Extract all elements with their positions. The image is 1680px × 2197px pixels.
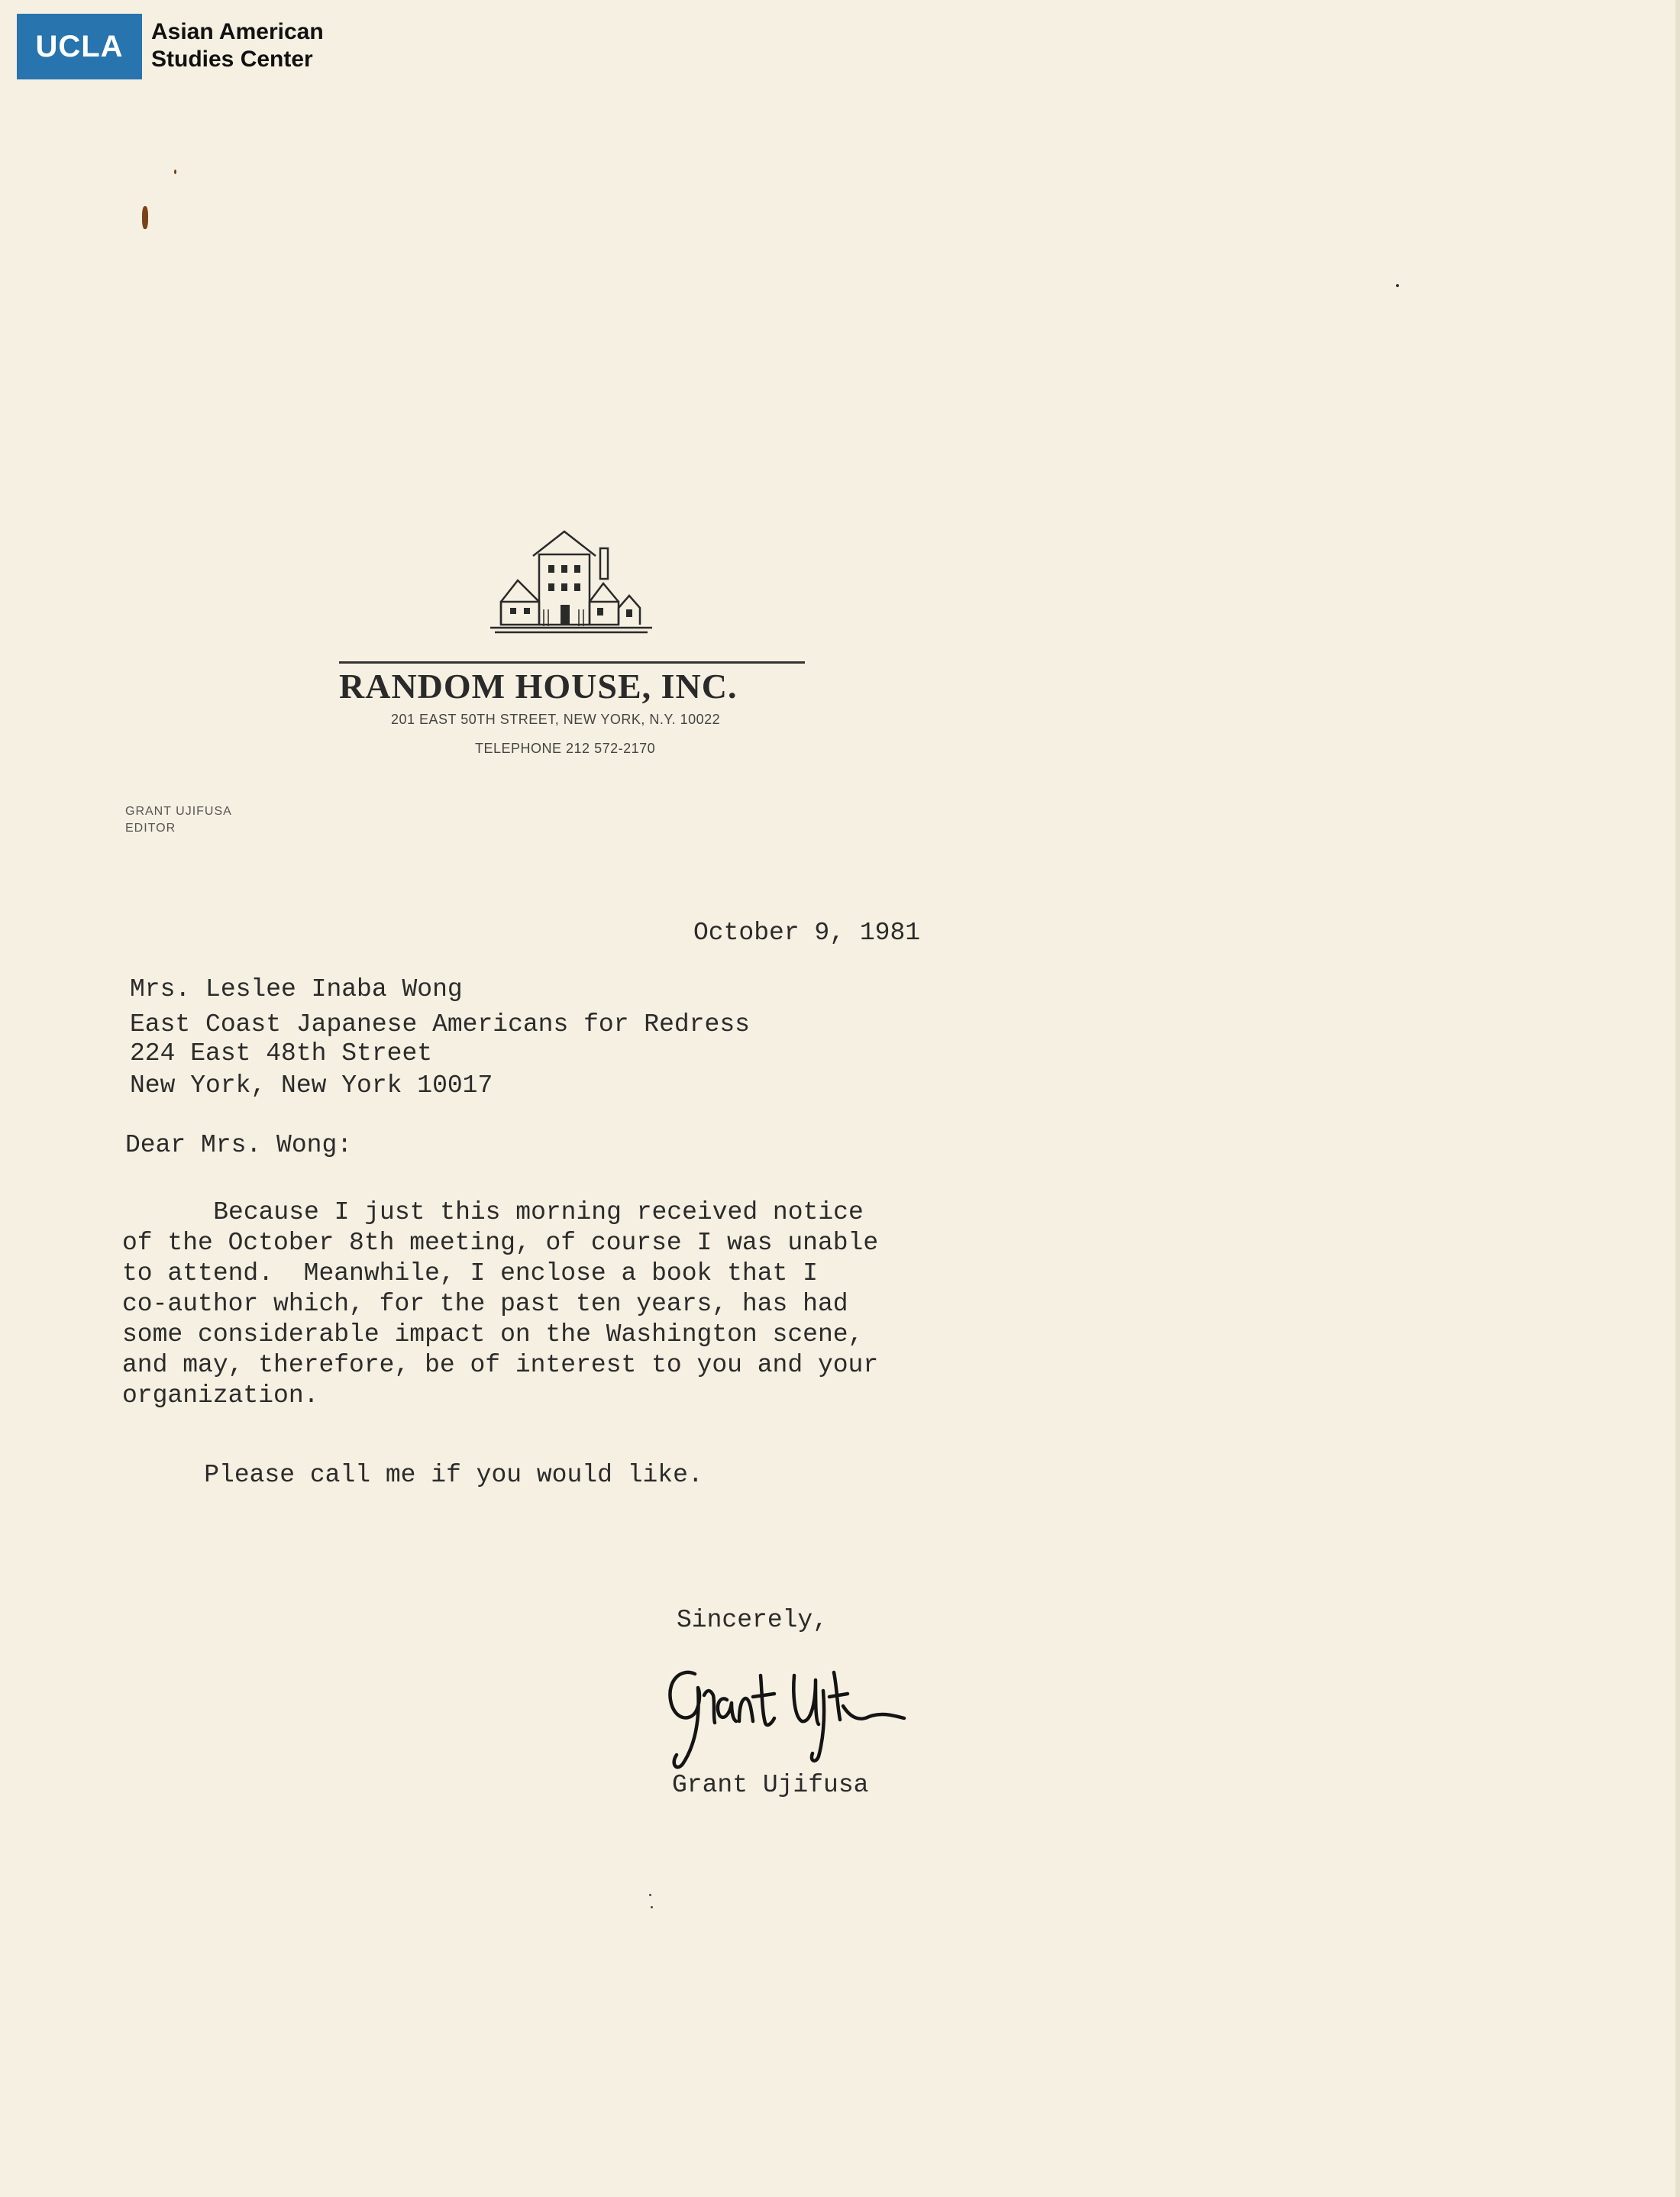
letter-date: October 9, 1981 <box>693 919 921 947</box>
company-address: 201 EAST 50TH STREET, NEW YORK, N.Y. 10022 <box>391 712 721 727</box>
recipient-line: 224 East 48th Street <box>130 1039 433 1068</box>
sender-title: EDITOR <box>125 822 176 835</box>
recipient-line: East Coast Japanese Americans for Redress <box>130 1010 750 1039</box>
sender-name: GRANT UJIFUSA <box>125 805 232 818</box>
body-line: Please call me if you would like. <box>144 1461 703 1489</box>
company-name: RANDOM HOUSE, INC. <box>339 667 738 706</box>
ucla-logo-text: UCLA <box>35 29 124 63</box>
company-telephone: TELEPHONE 212 572-2170 <box>475 741 656 756</box>
salutation: Dear Mrs. Wong: <box>125 1131 353 1159</box>
archive-label-line1: Asian American <box>151 19 324 44</box>
closing: Sincerely, <box>677 1606 829 1634</box>
body-line: to attend. Meanwhile, I enclose a book that I <box>122 1259 818 1288</box>
house-icon <box>487 525 655 648</box>
body-line: and may, therefore, be of interest to you and your <box>122 1351 879 1379</box>
paper-stain <box>1396 284 1399 287</box>
body-line: some considerable impact on the Washington scene, <box>122 1320 864 1349</box>
body-line: Because I just this morning received notice <box>153 1198 864 1226</box>
paper-stain <box>174 170 176 174</box>
body-line: of the October 8th meeting, of course I was unable <box>122 1229 879 1257</box>
signature <box>660 1657 912 1772</box>
recipient-line: New York, New York 10017 <box>130 1071 493 1100</box>
body-line: co-author which, for the past ten years, has had <box>122 1290 848 1318</box>
typed-signature-name: Grant Ujifusa <box>672 1771 869 1799</box>
paper-stain <box>649 1894 651 1896</box>
archive-label-line2: Studies Center <box>151 47 313 72</box>
letterhead-divider <box>339 661 805 664</box>
archive-label <box>151 18 324 73</box>
paper-stain <box>142 206 148 229</box>
paper-stain <box>651 1906 653 1908</box>
recipient-line: Mrs. Leslee Inaba Wong <box>130 975 463 1003</box>
body-line: organization. <box>122 1381 319 1410</box>
ucla-logo <box>17 14 142 79</box>
